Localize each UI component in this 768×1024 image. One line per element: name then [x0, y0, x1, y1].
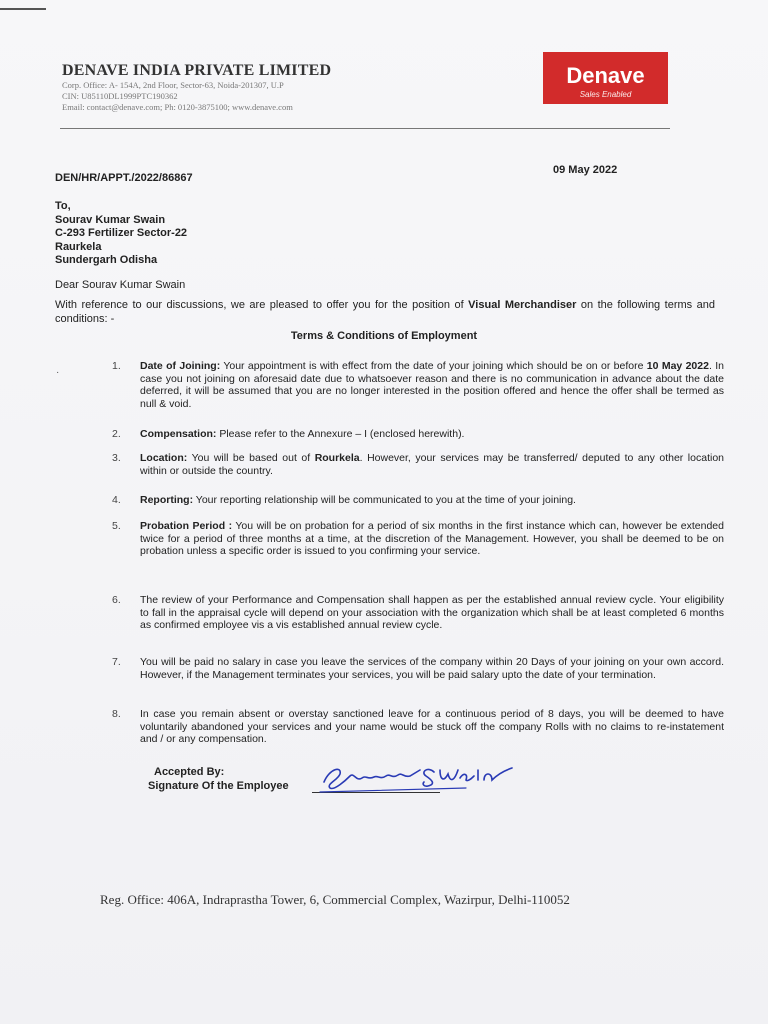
clause-text: You will be based out of	[187, 452, 315, 464]
clause-text: You will be on probation for a period of six months in the first instance which can, however be extended twice for a period of three months at a time, at the discretion of the Management. However, you shall be deemed to be on probation unless a specific order is issued to you confirming your service.	[140, 520, 724, 558]
clause-heading: Location:	[140, 452, 188, 464]
address-line-1: C-293 Fertilizer Sector-22	[55, 227, 188, 239]
intro-text-before: With reference to our discussions, we are pleased to offer you for the position of	[55, 299, 469, 311]
clause-number: 3.	[112, 452, 121, 464]
clause-heading: Compensation:	[140, 428, 217, 440]
logo-tagline: Sales Enabled	[579, 90, 632, 99]
clause-number: 6.	[112, 594, 121, 606]
address-line-2: Raurkela	[55, 240, 102, 253]
signature-label: Signature Of the Employee	[148, 780, 289, 792]
contact-details: Email: contact@denave.com; Ph: 0120-3875100; www.denave.com	[62, 102, 293, 112]
clause-text-tail: . However, your services may be transferred/ deputed to any other location within or outside the country.	[140, 452, 724, 477]
clause-number: 4.	[112, 494, 121, 506]
corp-office-address: Corp. Office: A- 154A, 2nd Floor, Sector-63, Noida-201307, U.P	[62, 80, 284, 90]
salutation: Dear Sourav Kumar Swain	[55, 279, 186, 291]
terms-heading: Terms & Conditions of Employment	[290, 330, 478, 342]
clause-number: 2.	[112, 428, 121, 440]
clause-item	[112, 594, 724, 632]
clause-heading: Reporting:	[140, 494, 194, 506]
clause-item	[112, 452, 724, 477]
clause-item	[112, 656, 724, 681]
header-divider	[60, 128, 670, 129]
clause-item	[112, 520, 724, 558]
clause-text-tail: . In case you not joining on aforesaid date due to whatsoever reason and there is no communication in advance about the date deferred, it will be assumed that you are no longer interested in the position offered and hence the offer shall be termed as null & void.	[140, 360, 724, 410]
position-title: Visual Merchandiser	[468, 299, 577, 311]
clause-number: 8.	[112, 708, 121, 720]
corner-mark	[0, 8, 46, 10]
clause-text: In case you remain absent or overstay sanctioned leave for a continuous period of 8 days, you will be deemed to have voluntarily abandoned your services and your name would be stuck off the company Rolls with no claims to re-instatement and / or any compensation.	[140, 708, 724, 746]
company-name: DENAVE INDIA PRIVATE LIMITED	[62, 62, 332, 79]
intro-text-after: on the following terms and conditions: -	[55, 299, 715, 325]
clause-heading: Probation Period :	[140, 520, 233, 532]
clause-number: 7.	[112, 656, 121, 668]
intro-paragraph	[55, 299, 715, 326]
clause-text: Your reporting relationship will be communicated to you at the time of your joining.	[193, 494, 576, 506]
clause-number: 1.	[112, 360, 121, 372]
accepted-by-label: Accepted By:	[154, 766, 225, 778]
logo-brand: Denave	[566, 63, 645, 88]
clause-item	[112, 428, 724, 441]
clause-item	[112, 360, 724, 410]
clause-text: You will be paid no salary in case you leave the services of the company within 20 Days of your joining on your own accord. However, if the Management terminates your services, you will be paid salary upto the date of your termination.	[140, 656, 724, 681]
margin-dot: ·	[56, 367, 60, 378]
clause-heading: Date of Joining:	[140, 360, 221, 372]
employee-signature	[316, 758, 526, 796]
clause-text: The review of your Performance and Compensation shall happen as per the established annual review cycle. Your eligibility to fall in the appraisal cycle will depend on your association with the organization which shall be at least completed 6 months as confirmed employee vis a vis established annual review cycle.	[140, 594, 724, 632]
clause-item	[112, 494, 724, 507]
clause-text: Your appointment is with effect from the date of your joining which should be on or before	[220, 360, 647, 372]
to-label: To,	[55, 200, 71, 212]
clause-item	[112, 708, 724, 746]
letter-date: 09 May 2022	[553, 164, 618, 176]
denave-logo	[543, 52, 668, 104]
registered-office-footer: Reg. Office: 406A, Indraprastha Tower, 6, Commercial Complex, Wazirpur, Delhi-110052	[100, 892, 570, 907]
cin-number: CIN: U85110DL1999PTC190362	[62, 91, 178, 101]
recipient-name: Sourav Kumar Swain	[55, 213, 166, 226]
clause-text: Please refer to the Annexure – I (enclosed herewith).	[216, 428, 465, 440]
clause-number: 5.	[112, 520, 121, 532]
recipient-address	[55, 200, 187, 268]
clause-highlight: Rourkela	[314, 452, 360, 464]
address-line-3: Sundergarh Odisha	[55, 254, 158, 266]
reference-number: DEN/HR/APPT./2022/86867	[55, 172, 193, 184]
clause-highlight: 10 May 2022	[646, 360, 709, 372]
